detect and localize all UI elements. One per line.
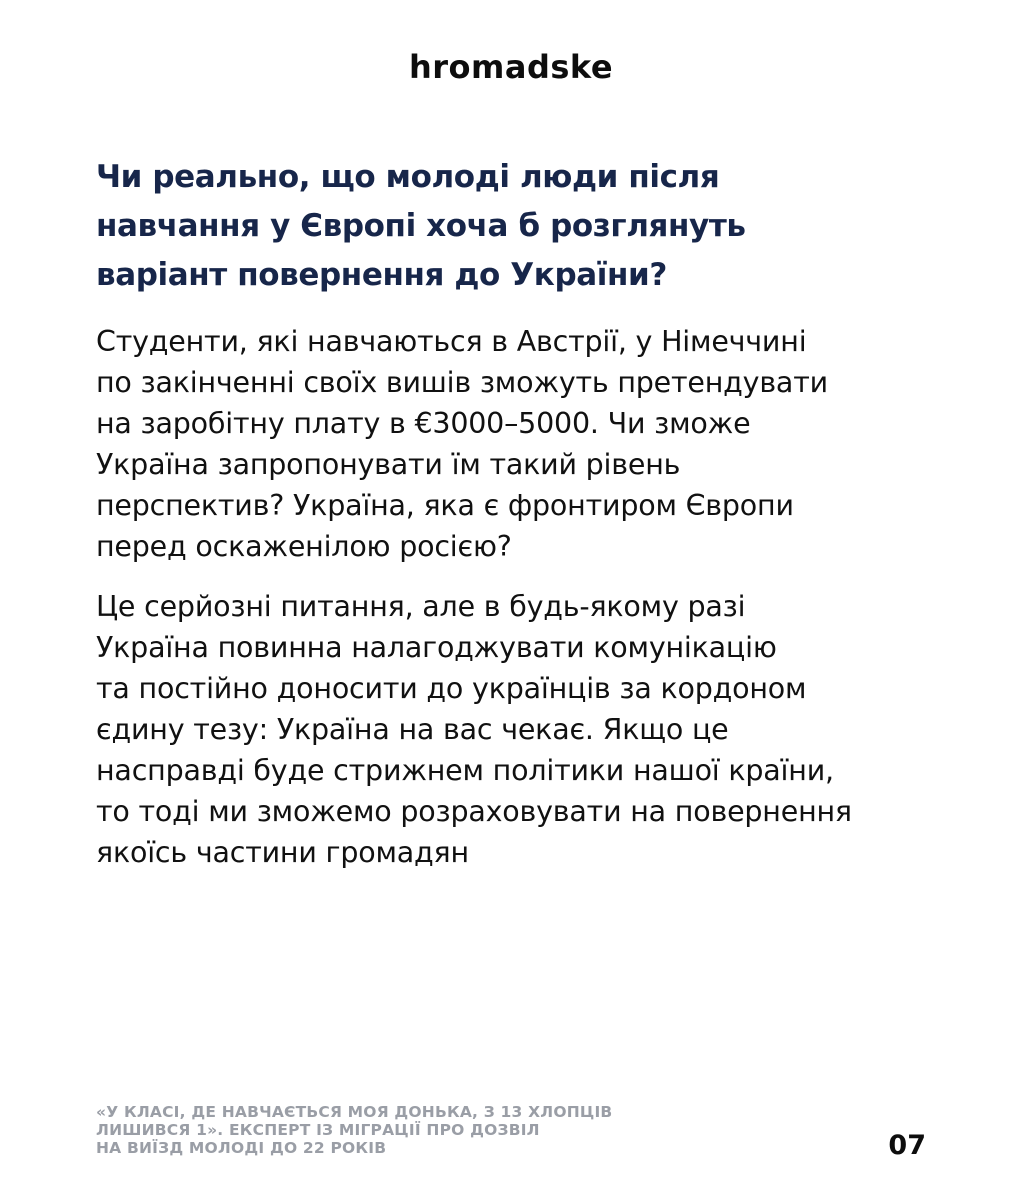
article-paragraph-2 (96, 586, 946, 873)
question-line: Чи реально, що молоді люди після (96, 159, 720, 195)
paragraph-line: та постійно доносити до українців за кордоном (96, 672, 807, 705)
paragraph-line: то тоді ми зможемо розраховувати на повернення (96, 795, 852, 828)
paragraph-line: Україна повинна налагоджувати комунікацію (96, 631, 777, 664)
question-line: варіант повернення до України? (96, 257, 667, 293)
brand-logo-text: hromadske (408, 48, 614, 86)
source-article-caption (96, 1103, 796, 1157)
article-question-heading (96, 153, 936, 300)
article-paragraph-1 (96, 321, 946, 567)
paragraph-line: перспектив? Україна, яка є фронтиром Європи (96, 489, 794, 522)
caption-line: ЛИШИВСЯ 1». ЕКСПЕРТ ІЗ МІГРАЦІЇ ПРО ДОЗВІЛ (96, 1121, 540, 1139)
paragraph-line: якоїсь частини громадян (96, 836, 469, 869)
paragraph-line: Це серйозні питання, але в будь-якому разі (96, 590, 746, 623)
paragraph-line: на заробітну плату в €3000–5000. Чи зможе (96, 407, 751, 440)
paragraph-line: перед оскаженілою росією? (96, 530, 512, 563)
paragraph-line: єдину тезу: Україна на вас чекає. Якщо це (96, 713, 729, 746)
paragraph-line: Україна запропонувати їм такий рівень (96, 448, 681, 481)
question-line: навчання у Європі хоча б розглянуть (96, 208, 746, 244)
caption-line: «У КЛАСІ, ДЕ НАВЧАЄТЬСЯ МОЯ ДОНЬКА, З 13 ХЛОПЦІВ (96, 1103, 613, 1121)
paragraph-line: по закінченні своїх вишів зможуть претендувати (96, 366, 828, 399)
caption-line: НА ВИЇЗД МОЛОДІ ДО 22 РОКІВ (96, 1139, 387, 1157)
paragraph-line: насправді буде стрижнем політики нашої країни, (96, 754, 834, 787)
page-number: 07 (888, 1130, 926, 1161)
paragraph-line: Студенти, які навчаються в Австрії, у Німеччині (96, 325, 807, 358)
